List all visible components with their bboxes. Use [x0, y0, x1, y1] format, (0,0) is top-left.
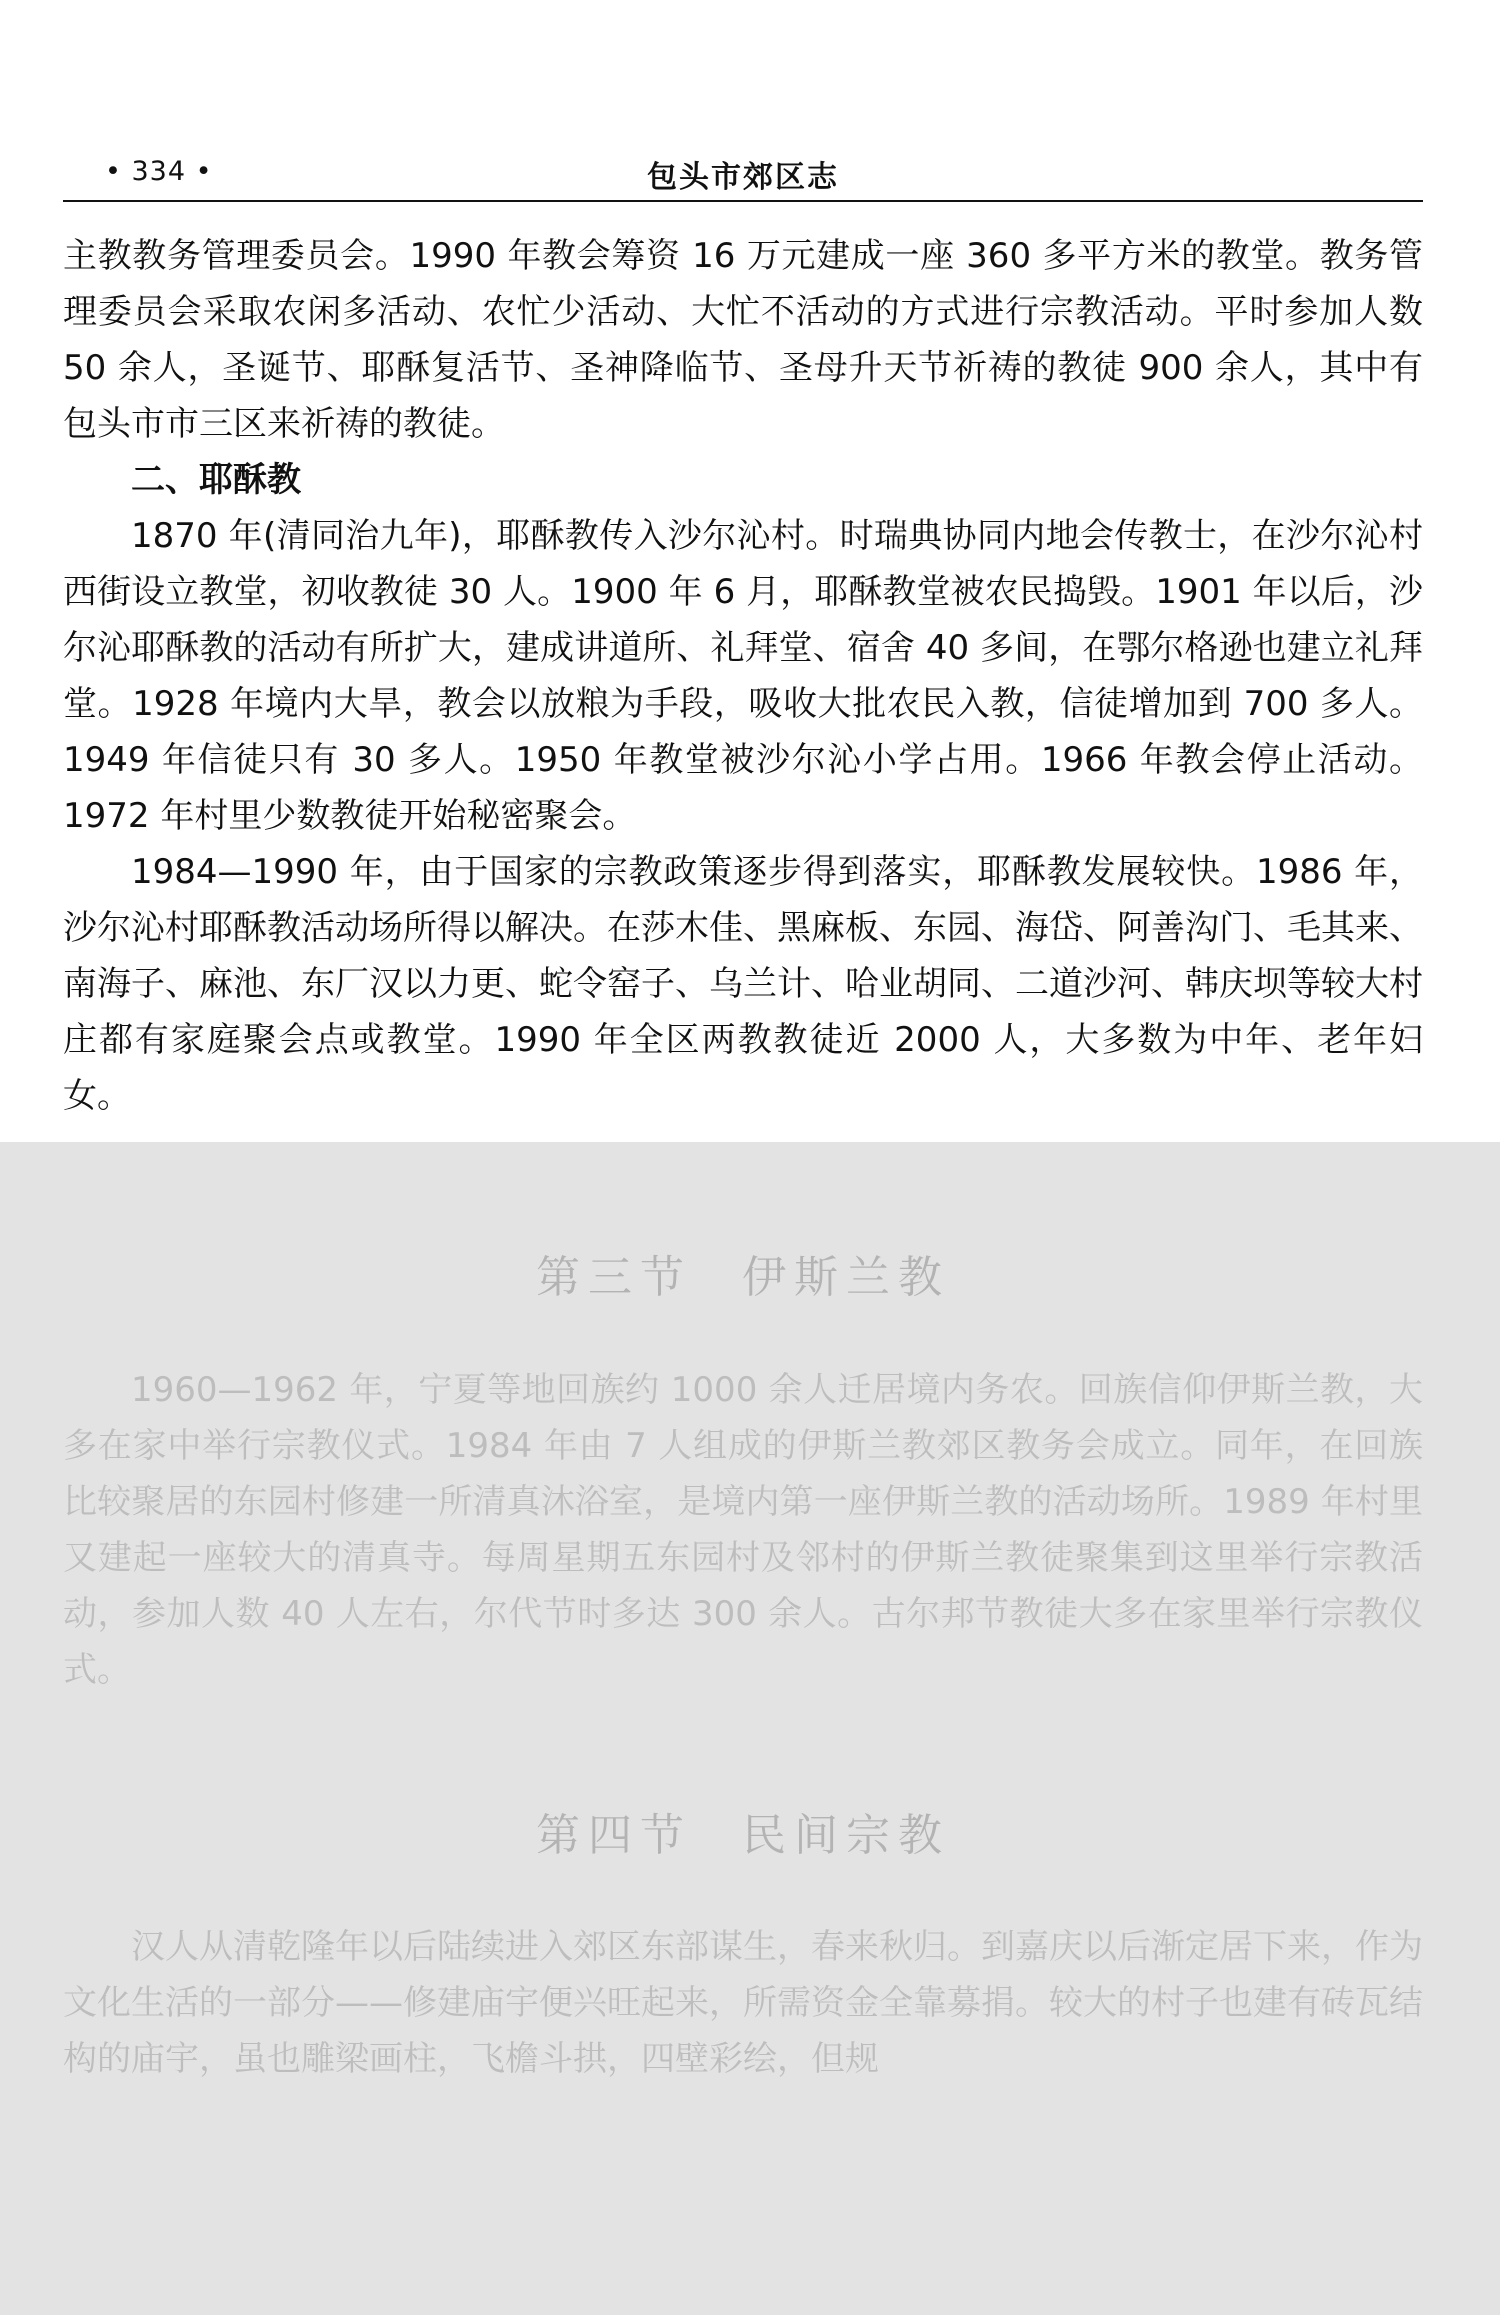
faded-lower-area [0, 1142, 1500, 2315]
paragraph-islam: 1960—1962 年，宁夏等地回族约 1000 余人迁居境内务农。回族信仰伊斯兰教，大多在家中举行宗教仪式。1984 年由 7 人组成的伊斯兰教郊区教务会成立。同年，在回族比较聚居的东园村修建一所清真沐浴室，是境内第一座伊斯兰教的活动场所。1989 年村里又建起一座较大的清真寺。每周星期五东园村及邻村的伊斯兰教徒聚集到这里举行宗教活动，参加人数 40 人左右，尔代节时多达 300 余人。古尔邦节教徒大多在家里举行宗教仪式。 [63, 1370, 1423, 1690]
running-title: 包头市郊区志 [647, 160, 839, 195]
section-name: 民间宗教 [742, 1810, 950, 1861]
section-number: 第四节 [536, 1810, 692, 1861]
section-name: 伊斯兰教 [742, 1252, 950, 1303]
paragraph-catholic-continued: 主教教务管理委员会。1990 年教会筹资 16 万元建成一座 360 多平方米的教堂。教务管理委员会采取农闲多活动、农忙少活动、大忙不活动的方式进行宗教活动。平时参加人数 50 余人，圣诞节、耶酥复活节、圣神降临节、圣母升天节祈祷的教徒 900 余人，其中有包头市市三区来祈祷的教徒。 [63, 236, 1423, 444]
subheading-protestantism: 二、耶酥教 [131, 460, 301, 500]
page-header [63, 150, 1423, 202]
page-number: • 334 • [105, 156, 213, 187]
paragraph-folk-religion: 汉人从清乾隆年以后陆续进入郊区东部谋生，春来秋归。到嘉庆以后渐定居下来，作为文化生活的一部分——修建庙宇便兴旺起来，所需资金全靠募捐。较大的村子也建有砖瓦结构的庙宇，虽也雕梁画柱，飞檐斗拱，四壁彩绘，但规 [63, 1927, 1423, 2079]
section-title-folk-religion [63, 1808, 1423, 1864]
section-number: 第三节 [536, 1252, 692, 1303]
section-title-islam [63, 1250, 1423, 1306]
christianity-section [63, 228, 1423, 1124]
header-rule [63, 200, 1423, 202]
paragraph-protestant-history: 1870 年(清同治九年)，耶酥教传入沙尔沁村。时瑞典协同内地会传教士，在沙尔沁村西街设立教堂，初收教徒 30 人。1900 年 6 月，耶酥教堂被农民捣毁。1901 年以后，沙尔沁耶酥教的活动有所扩大，建成讲道所、礼拜堂、宿舍 40 多间，在鄂尔格逊也建立礼拜堂。1928 年境内大旱，教会以放粮为手段，吸收大批农民入教，信徒增加到 700 多人。1949 年信徒只有 30 多人。1950 年教堂被沙尔沁小学占用。1966 年教会停止活动。1972 年村里少数教徒开始秘密聚会。 [63, 516, 1423, 836]
paragraph-protestant-development: 1984—1990 年，由于国家的宗教政策逐步得到落实，耶酥教发展较快。1986 年，沙尔沁村耶酥教活动场所得以解决。在莎木佳、黑麻板、东园、海岱、阿善沟门、毛其来、南海子、麻池、东厂汉以力更、蛇令窑子、乌兰计、哈业胡同、二道沙河、韩庆坝等较大村庄都有家庭聚会点或教堂。1990 年全区两教教徒近 2000 人，大多数为中年、老年妇女。 [63, 852, 1423, 1116]
